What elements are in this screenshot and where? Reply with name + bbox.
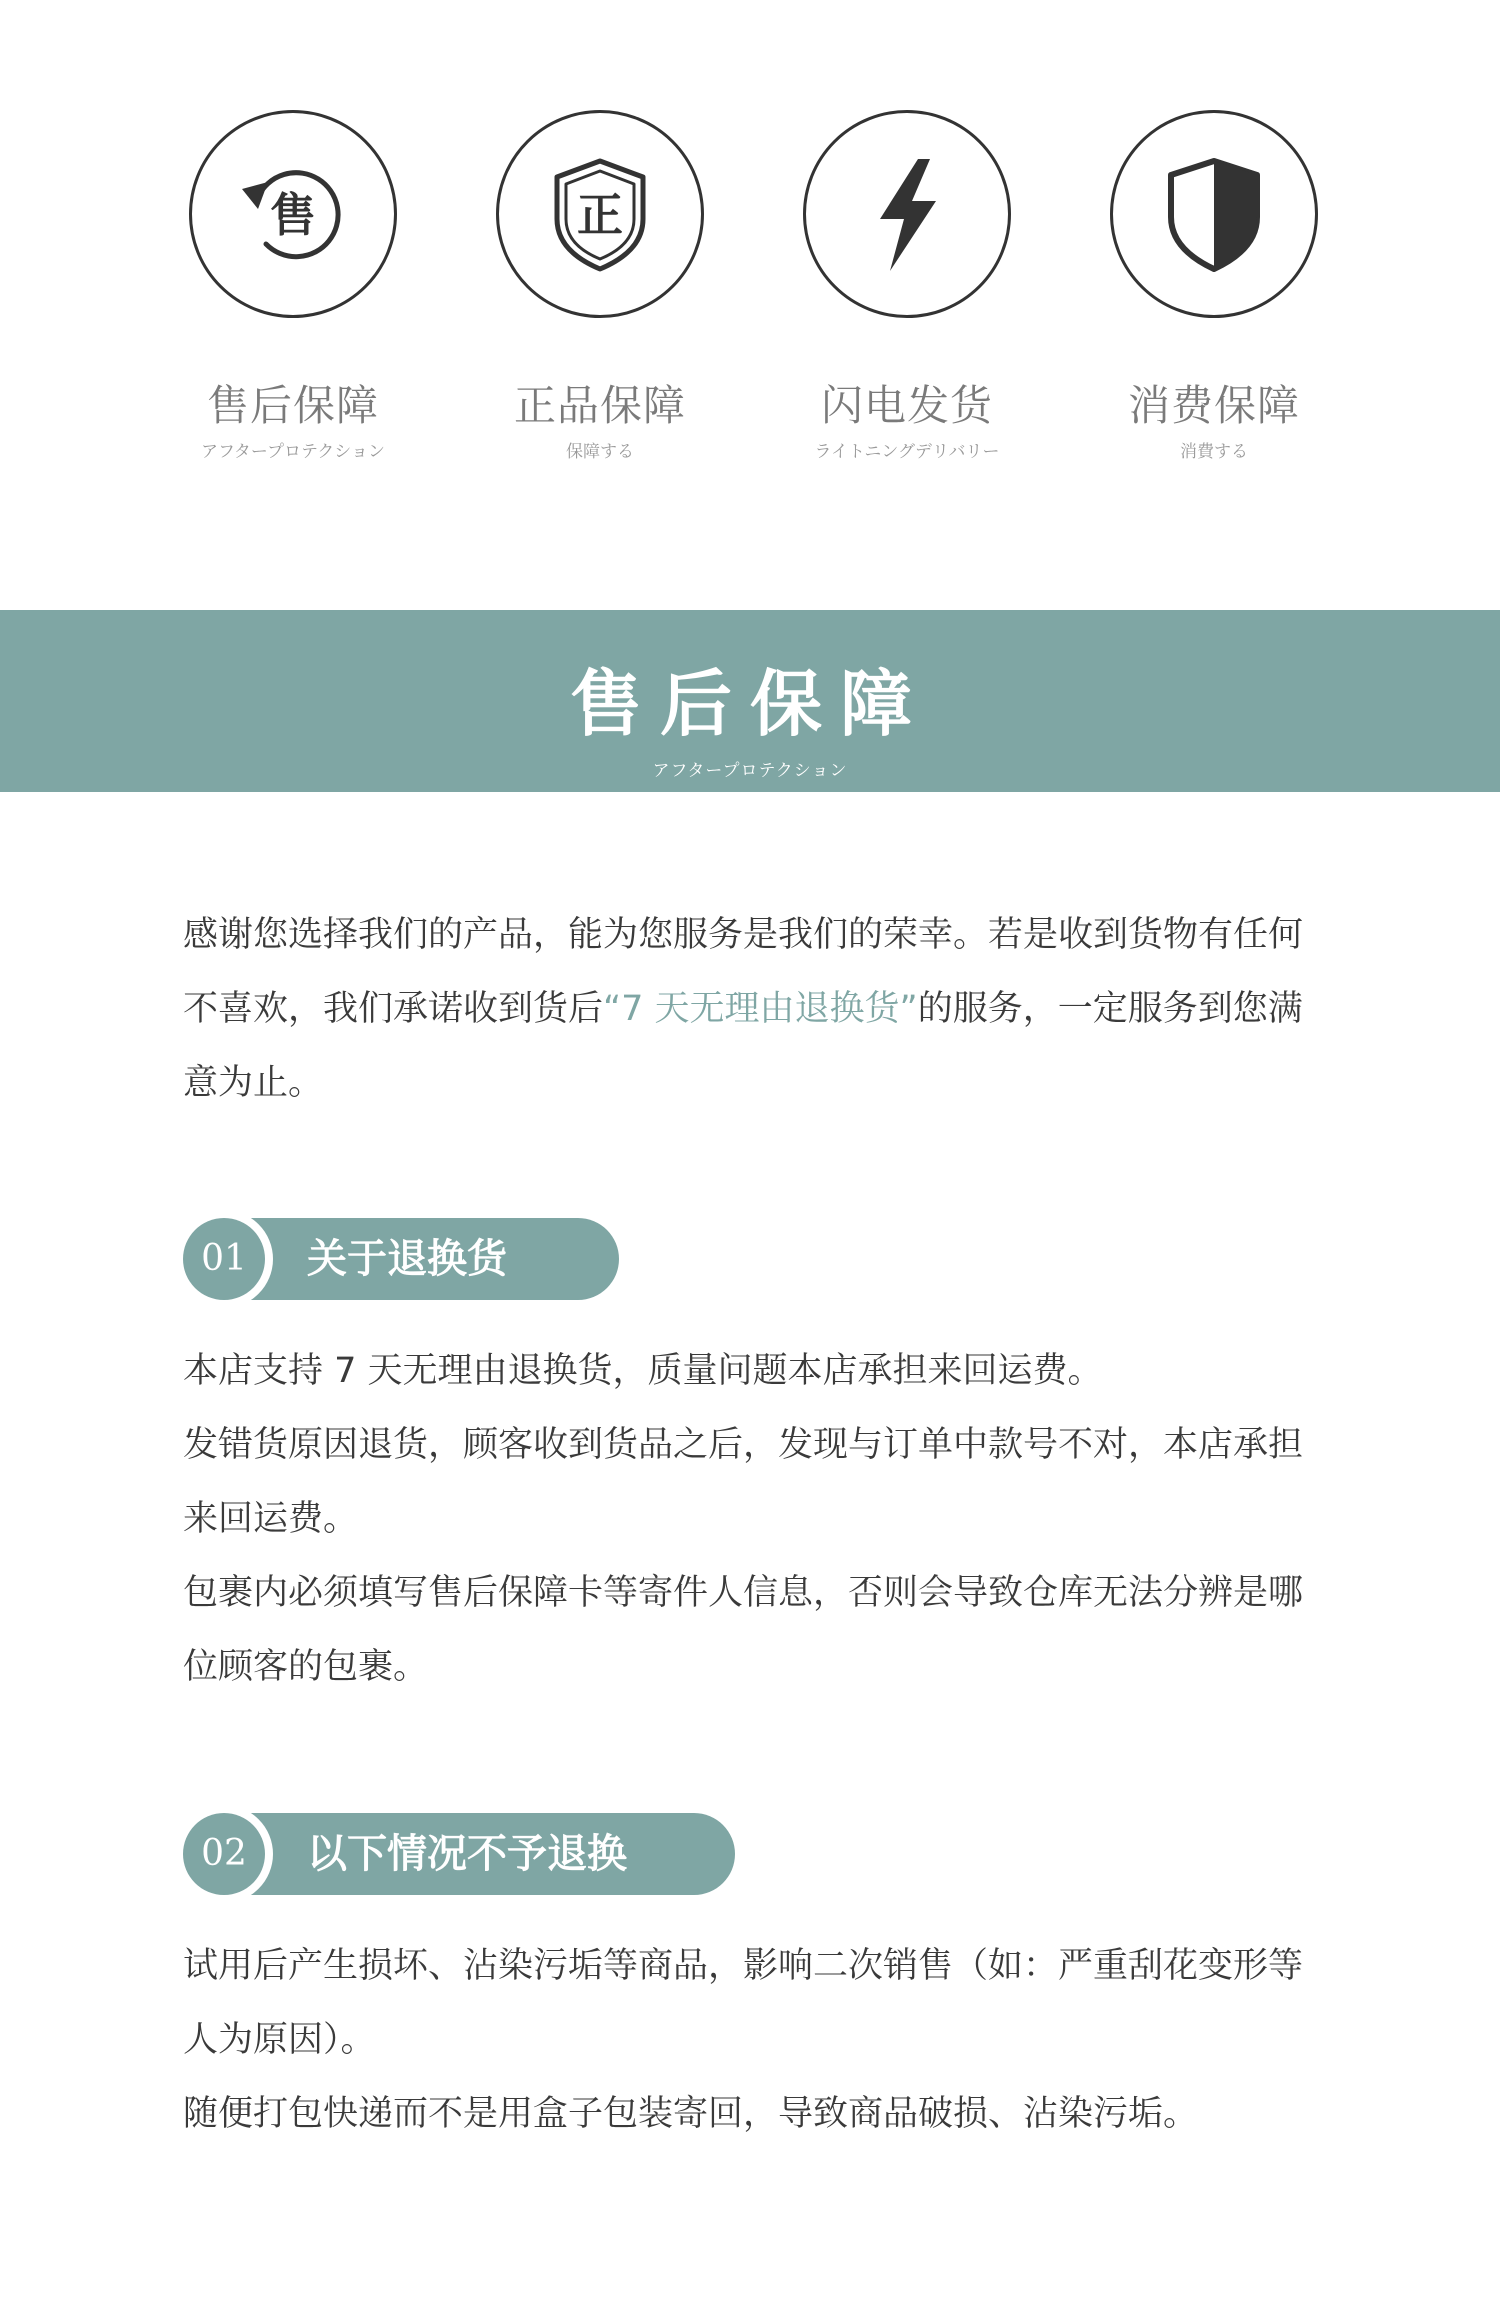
guarantee-icons-row [0,0,1500,520]
banner-subtitle: アフタープロテクション [652,761,848,781]
section-title: 关于退换货 [243,1218,619,1300]
section-number: 02 [183,1813,265,1895]
section-paragraph: 发错货原因退货，顾客收到货品之后，发现与订单中款号不对，本店承担来回运费。 [183,1425,1304,1539]
intro-text-end: 的服务，一定服务到您满意为止。 [183,989,1303,1103]
authentic-glyph: 正 [577,188,623,242]
authentic-shield-icon [496,110,704,318]
lightning-icon [803,110,1011,318]
icon-subtitle: 消費する [1180,442,1248,462]
section-title: 以下情况不予退换 [243,1813,735,1895]
section-body [183,1334,1333,1704]
intro-text: 感谢您选择我们的产品，能为您服务是我们的荣幸。若是收到货物有任何不喜欢，我们承诺收到货后 [183,915,1304,1029]
section-returns [183,1218,1333,1704]
intro-highlight: “7 天无理由退换货” [603,989,918,1029]
icon-card-authentic [470,110,730,462]
icon-subtitle: アフタープロテクション [201,442,385,462]
icon-title: 消费保障 [1127,381,1300,430]
section-paragraph: 包裹内必须填写售后保障卡等寄件人信息，否则会导致仓库无法分辨是哪位顾客的包裹。 [183,1573,1304,1687]
icon-subtitle: 保障する [566,442,634,462]
section-heading [183,1218,1333,1300]
section-heading [183,1813,1333,1895]
after-sale-glyph: 售 [270,188,316,242]
intro-paragraph [183,898,1323,1120]
section-paragraph: 随便打包快递而不是用盒子包装寄回，导致商品破损、沾染污垢。 [183,2094,1199,2134]
icon-subtitle: ライトニングデリバリー [814,442,1000,462]
icon-title: 正品保障 [513,381,686,430]
section-number: 01 [183,1218,265,1300]
section-paragraph: 本店支持 7 天无理由退换货，质量问题本店承担来回运费。 [183,1351,1103,1391]
shield-icon [1110,110,1318,318]
icon-title: 闪电发货 [820,381,993,430]
icon-card-consumer [1084,110,1344,462]
section-body [183,1929,1333,2151]
after-sale-icon [189,110,397,318]
section-banner [0,610,1500,792]
icon-card-after-sale [163,110,423,462]
banner-title: 售后保障 [569,662,930,746]
section-paragraph: 试用后产生损坏、沾染污垢等商品，影响二次销售（如：严重刮花变形等人为原因）。 [183,1946,1304,2060]
icon-title: 售后保障 [206,381,379,430]
icon-card-lightning [777,110,1037,462]
section-exclusions [183,1813,1333,2151]
